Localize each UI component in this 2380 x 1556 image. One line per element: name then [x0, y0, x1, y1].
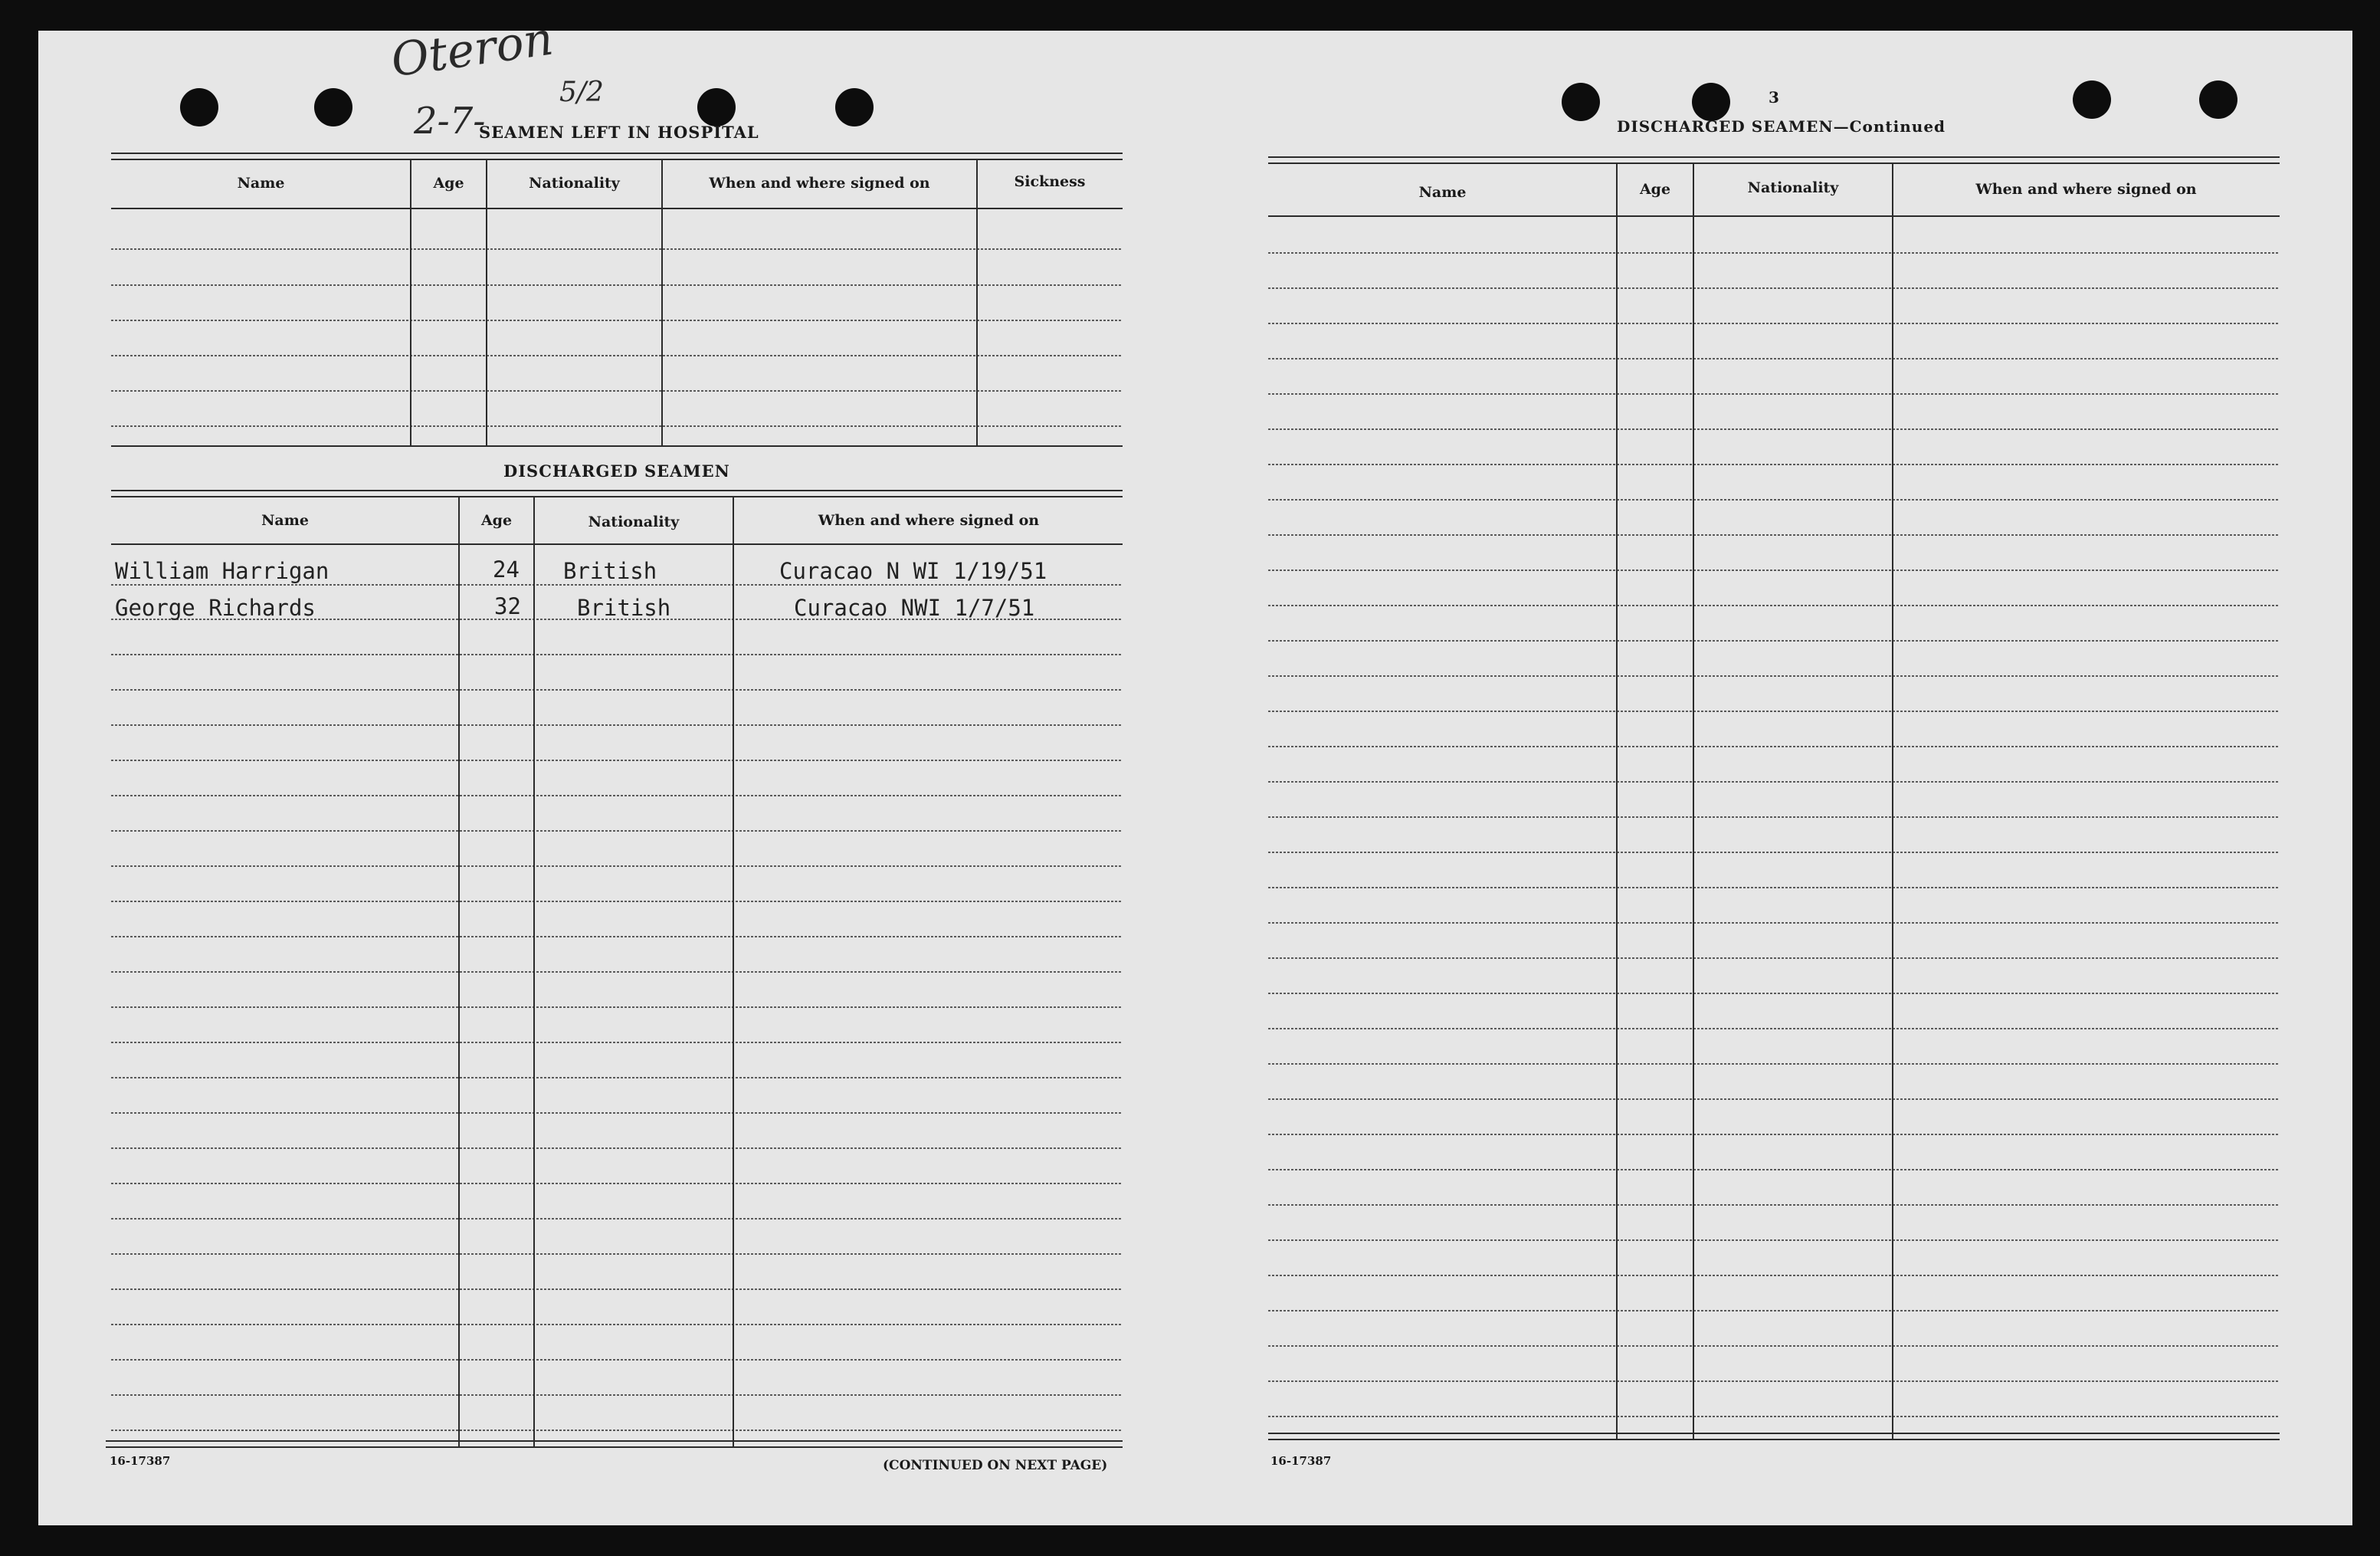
hospital-section-title: SEAMEN LEFT IN HOSPITAL [479, 123, 759, 142]
discharged-continued-title: DISCHARGED SEAMEN—Continued [1617, 117, 1946, 136]
column-header-nationality: Nationality [529, 175, 620, 192]
form-number: 16-17387 [1270, 1454, 1332, 1468]
column-header-age: Age [480, 512, 513, 529]
column-header-age: Age [1639, 181, 1671, 198]
seaman-age: 32 [494, 593, 521, 619]
seaman-name: William Harrigan [115, 558, 329, 584]
column-header-name: Name [261, 512, 309, 529]
continued-note: (CONTINUED ON NEXT PAGE) [883, 1458, 1108, 1473]
seaman-age: 24 [493, 556, 520, 583]
column-header-sickness: Sickness [1014, 173, 1086, 190]
page-number: 3 [1769, 88, 1779, 107]
column-header-name: Name [1418, 184, 1467, 201]
handwritten-note: Oteron [388, 11, 557, 88]
handwritten-note: 2-7- [414, 100, 486, 143]
column-header-name: Name [237, 175, 285, 192]
column-header-signed-on: When and where signed on [1975, 181, 2197, 198]
seaman-name: George Richards [115, 595, 316, 621]
seaman-signed-on: Curacao NWI 1/7/51 [794, 595, 1035, 621]
form-number: 16-17387 [110, 1454, 171, 1468]
discharged-section-title: DISCHARGED SEAMEN [503, 461, 730, 481]
seaman-signed-on: Curacao N WI 1/19/51 [779, 558, 1047, 584]
handwritten-note: 5/2 [559, 77, 604, 108]
seaman-nationality: British [563, 558, 657, 584]
column-header-age: Age [433, 175, 464, 192]
column-header-signed-on: When and where signed on [818, 512, 1040, 529]
column-header-nationality: Nationality [588, 514, 680, 530]
column-header-signed-on: When and where signed on [709, 175, 930, 192]
seaman-nationality: British [577, 595, 671, 621]
column-header-nationality: Nationality [1747, 179, 1839, 196]
